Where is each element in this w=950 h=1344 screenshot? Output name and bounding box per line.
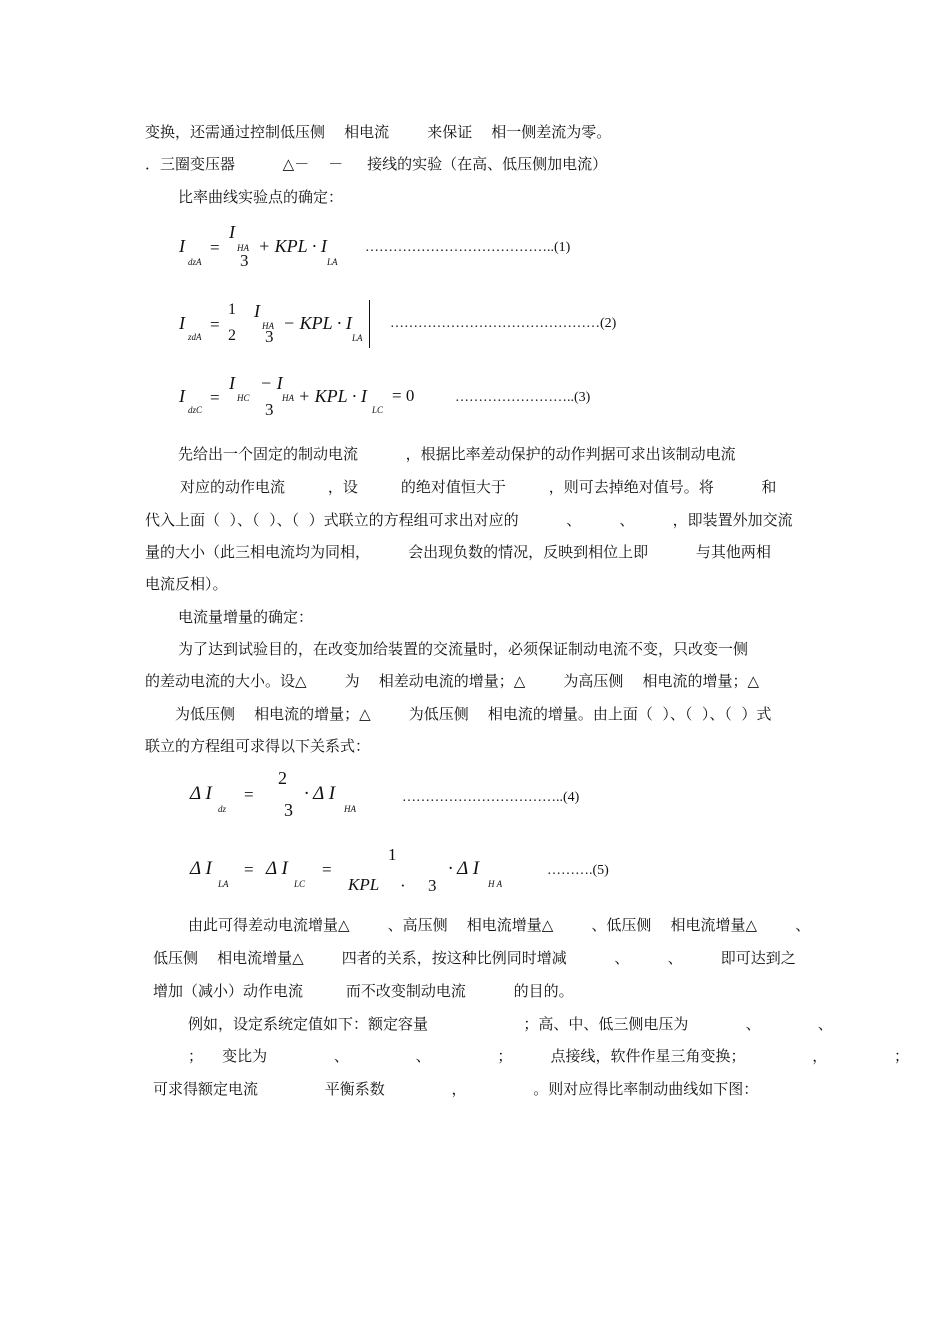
paragraph-text: 先给出一个固定的制动电流 ，根据比率差动保护的动作判据可求出该制动电流 xyxy=(178,445,736,463)
section-heading: ．三圈变压器 △－ － 接线的实验（在高、低压侧加电流） xyxy=(145,155,608,173)
paragraph-text: 电流反相）。 xyxy=(145,575,228,593)
paragraph-text: ； 变比为 、 、 ； 点接线，软件作星三角变换； ， ； xyxy=(188,1047,909,1065)
subheading: 电流量增量的确定： xyxy=(178,608,314,626)
paragraph-text: 联立的方程组可求得以下关系式： xyxy=(145,737,371,755)
paragraph-text: 低压侧 相电流增量△ 四者的关系，按这种比例同时增减 、 、 即可达到之 xyxy=(153,949,796,967)
document-page: 变换，还需通过控制低压侧 相电流 来保证 相一侧差流为零。 ．三圈变压器 △－ － 接线的实验（在高、低压侧加电流） 比率曲线实验点的确定： I dzA = I HA 3 + KPL · I LA …………………………………..(1) I zdA = 1 2 I HA 3 − KPL · I LA ………………………………………(2) I dzC = I HC − I HA 3 + KPL · I LC = 0 ……………………..(3) 先给出一个固定的制动电流 ，根据比率差动保护的动作判据可求出该制动电流 对应的动作电流 ，设 的绝对值恒大于 ，则可去掉绝对值号。将 和 代入上面（ ）、（ ）、（ ）式联立的方程组可求出对应的 、 、 ，即装置外加交流 量的大小（此三相电流均为同相， 会出现负数的情况，反映到相位上即 与其他两相 电流反相）。 电流量增量的确定： 为了达到试验目的，在改变加给装置的交流量时，必须保证制动电流不变，只改变一侧 的差动电流的大小。设△ 为 相差动电流的增量；△ 为高压侧 相电流的增量；△ 为低压侧 相电流的增量；△ 为低压侧 相电流的增量。由上面（ ）、（ ）、（ ）式 联立的方程组可求得以下关系式： Δ I dz = 2 3 · Δ I HA ……………………………..(4) Δ I LA = Δ I LC = 1 KPL · 3 · Δ I H A ……….(5) 由此可得差动电流增量△ 、高压侧 相电流增量△ 、低压侧 相电流增量△ 、 低压侧 相电流增量△ 四者的关系，按这种比例同时增减 、 、 即可达到之 增加（减小）动作电流 而不改变制动电流 的目的。 例如，设定系统定值如下：额定容量 ；高、中、低三侧电压为 、 、 ； 变比为 、 、 ； 点接线，软件作星三角变换； ， ； 可求得额定电流 平衡系数 ， 。则对应得比率制动曲线如下图： xyxy=(145,123,909,1098)
paragraph-text: 代入上面（ ）、（ ）、（ ）式联立的方程组可求出对应的 、 、 ，即装置外加交流 xyxy=(145,511,793,529)
subheading: 比率曲线实验点的确定： xyxy=(178,188,344,206)
paragraph-text: 为了达到试验目的，在改变加给装置的交流量时，必须保证制动电流不变，只改变一侧 xyxy=(178,640,749,658)
text-line: 变换，还需通过控制低压侧 相电流 来保证 相一侧差流为零。 xyxy=(145,123,612,141)
paragraph-text: 增加（减小）动作电流 而不改变制动电流 的目的。 xyxy=(153,982,574,1000)
paragraph-text: 量的大小（此三相电流均为同相， 会出现负数的情况，反映到相位上即 与其他两相 xyxy=(145,543,771,561)
paragraph-text: 例如，设定系统定值如下：额定容量 ；高、中、低三侧电压为 、 、 xyxy=(188,1015,833,1033)
paragraph-text: 对应的动作电流 ，设 的绝对值恒大于 ，则可去掉绝对值号。将 和 xyxy=(180,478,777,496)
paragraph-text: 的差动电流的大小。设△ 为 相差动电流的增量；△ 为高压侧 相电流的增量；△ xyxy=(145,672,760,690)
paragraph-text: 可求得额定电流 平衡系数 ， 。则对应得比率制动曲线如下图： xyxy=(153,1080,759,1098)
paragraph-text: 由此可得差动电流增量△ 、高压侧 相电流增量△ 、低压侧 相电流增量△ 、 xyxy=(188,916,811,934)
paragraph-text: 为低压侧 相电流的增量；△ 为低压侧 相电流的增量。由上面（ ）、（ ）、（ ）式 xyxy=(175,705,772,723)
